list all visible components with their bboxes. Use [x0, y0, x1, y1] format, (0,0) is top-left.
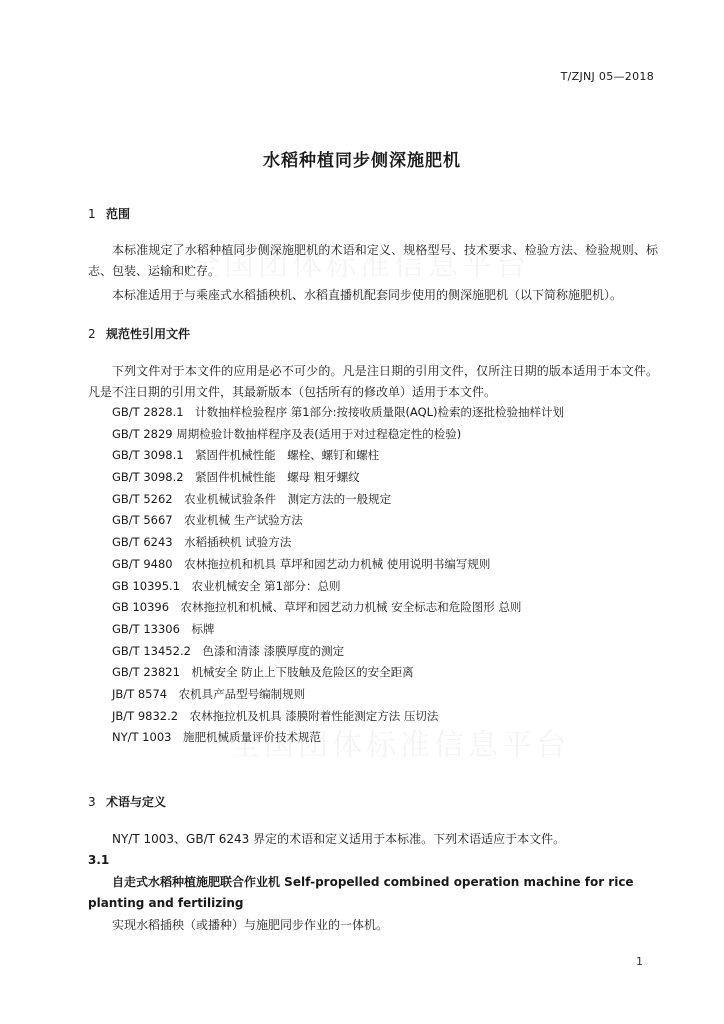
reference-item: GB 10396 农林拖拉机和机械、草坪和园艺动力机械 安全标志和危险图形 总则 [112, 600, 522, 615]
section-title: 规范性引用文件 [106, 327, 191, 341]
reference-item: NY/T 1003 施肥机械质量评价技术规范 [112, 730, 321, 745]
section-2-intro: 下列文件对于本文件的应用是必不可少的。凡是注日期的引用文件，仅所注日期的版本适用于本文件。凡是不注日期的引用文件，其最新版本（包括所有的修改单）适用于本文件。 [88, 364, 658, 399]
reference-item: GB/T 2829 周期检验计数抽样程序及表(适用于对过程稳定性的检验) [112, 426, 462, 441]
reference-item: JB/T 9832.2 农林拖拉机及机具 漆膜附着性能测定方法 压切法 [112, 708, 439, 723]
section-1-paragraph-1: 本标准规定了水稻种植同步侧深施肥机的术语和定义、规格型号、技术要求、检验方法、检验规则、标志、包装、运输和贮存。 [88, 243, 658, 278]
section-title: 范围 [106, 207, 131, 221]
section-number: 1 [88, 207, 96, 221]
term-definition: 实现水稻插秧（或播种）与施肥同步作业的一体机。 [112, 918, 389, 932]
section-2-heading [88, 325, 190, 342]
reference-item: GB/T 13452.2 色漆和清漆 漆膜厚度的测定 [112, 643, 345, 658]
reference-item: GB/T 3098.1 紧固件机械性能 螺栓、螺钉和螺柱 [112, 448, 380, 463]
reference-item: GB/T 3098.2 紧固件机械性能 螺母 粗牙螺纹 [112, 470, 360, 485]
reference-item: GB/T 2828.1 计数抽样检验程序 第1部分:按接收质量限(AQL)检索的逐批检验抽样计划 [112, 405, 565, 419]
standard-code: T/ZJNJ 05—2018 [560, 70, 654, 83]
section-1-paragraph-2: 本标准适用于与乘座式水稻插秧机、水稻直播机配套同步使用的侧深施肥机（以下简称施肥机）。 [112, 288, 623, 302]
section-title: 术语与定义 [106, 795, 167, 809]
reference-item: GB/T 5262 农业机械试验条件 测定方法的一般规定 [112, 491, 392, 506]
reference-item: GB/T 9480 农林拖拉机和机具 草坪和园艺动力机械 使用说明书编写规则 [112, 556, 491, 571]
term-number: 3.1 [88, 853, 110, 867]
term-title: 自走式水稻种植施肥联合作业机 Self-propelled combined operation machine for rice planting and fertilizing [88, 875, 634, 910]
reference-list [112, 402, 564, 749]
section-3-intro: NY/T 1003、GB/T 6243 界定的术语和定义适用于本标准。下列术语适应于本文件。 [112, 832, 566, 846]
section-3-heading [88, 793, 166, 810]
section-number: 3 [88, 795, 96, 809]
section-number: 2 [88, 327, 96, 341]
reference-item: GB 10395.1 农业机械安全 第1部分：总则 [112, 578, 341, 593]
reference-item: GB/T 23821 机械安全 防止上下肢触及危险区的安全距离 [112, 665, 414, 680]
reference-item: GB/T 6243 水稻插秧机 试验方法 [112, 535, 292, 550]
page-number: 1 [636, 955, 643, 968]
reference-item: JB/T 8574 农机具产品型号编制规则 [112, 686, 306, 701]
section-1-heading [88, 205, 130, 222]
reference-item: GB/T 5667 农业机械 生产试验方法 [112, 513, 303, 528]
document-title: 水稻种植同步侧深施肥机 [263, 151, 461, 171]
reference-item: GB/T 13306 标牌 [112, 621, 215, 636]
